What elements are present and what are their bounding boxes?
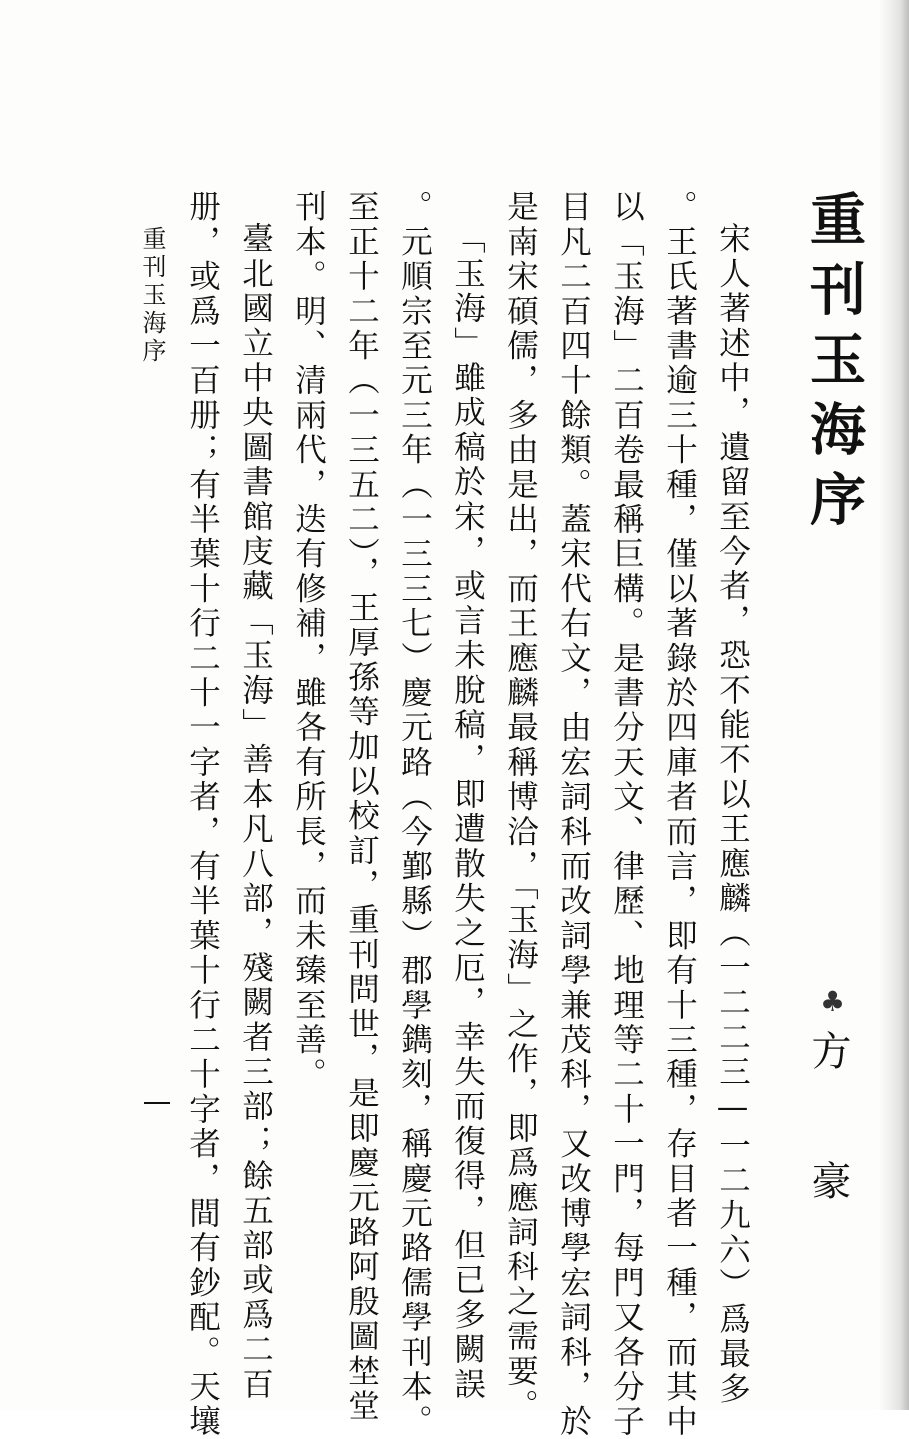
running-head: 重刊玉海序: [138, 226, 166, 366]
body-line-4: 目凡二百四十餘類。蓋宋代右文，由宏詞科而改詞學兼茂科，又改博學宏詞科，於: [555, 190, 592, 1439]
body-line-10: 臺北國立中央圖書館庋藏「玉海」善本凡八部，殘闕者三部；餘五部或爲二百: [237, 222, 274, 1402]
body-line-11: 册，或爲一百册；有半葉十行二十一字者，有半葉十行二十字者，間有鈔配。天壤: [184, 190, 221, 1439]
body-line-7: 。元順宗至元三年（一三三七）慶元路（今鄞縣）郡學鐫刻，稱慶元路儒學刊本。: [396, 190, 433, 1439]
body-line-9: 刊本。明、清兩代，迭有修補，雖各有所長，而未臻至善。: [290, 190, 327, 1093]
body-line-1: 宋人著述中，遺留至今者，恐不能不以王應麟（一二二三—一二九六）爲最多: [714, 222, 751, 1407]
author-name: 方 豪: [805, 1030, 851, 1222]
page-number-text: [144, 1102, 145, 1103]
page-title: 重刊玉海序: [801, 190, 867, 540]
body-line-3: 以「玉海」二百卷最稱巨構。是書分天文、律歷、地理等二十一門，每門又各分子: [608, 190, 645, 1439]
body-line-2: 。王氏著書逾三十種，僅以著錄於四庫者而言，即有十三種，存目者一種，而其中: [661, 190, 698, 1439]
page-number: [144, 1102, 170, 1104]
scan-edge-shadow: [879, 0, 909, 1410]
author-ornament-icon: ♣: [820, 985, 846, 1018]
body-line-8: 至正十二年（一三五二），王厚孫等加以校訂，重刊問世，是即慶元路阿殷圖埜堂: [343, 190, 380, 1424]
body-line-5: 是南宋碩儒，多由是出，而王應麟最稱博洽，「玉海」之作，即爲應詞科之需要。: [502, 190, 539, 1424]
body-line-6: 「玉海」雖成稿於宋，或言未脫稿，即遭散失之厄，幸失而復得，但已多闕誤: [449, 222, 486, 1402]
